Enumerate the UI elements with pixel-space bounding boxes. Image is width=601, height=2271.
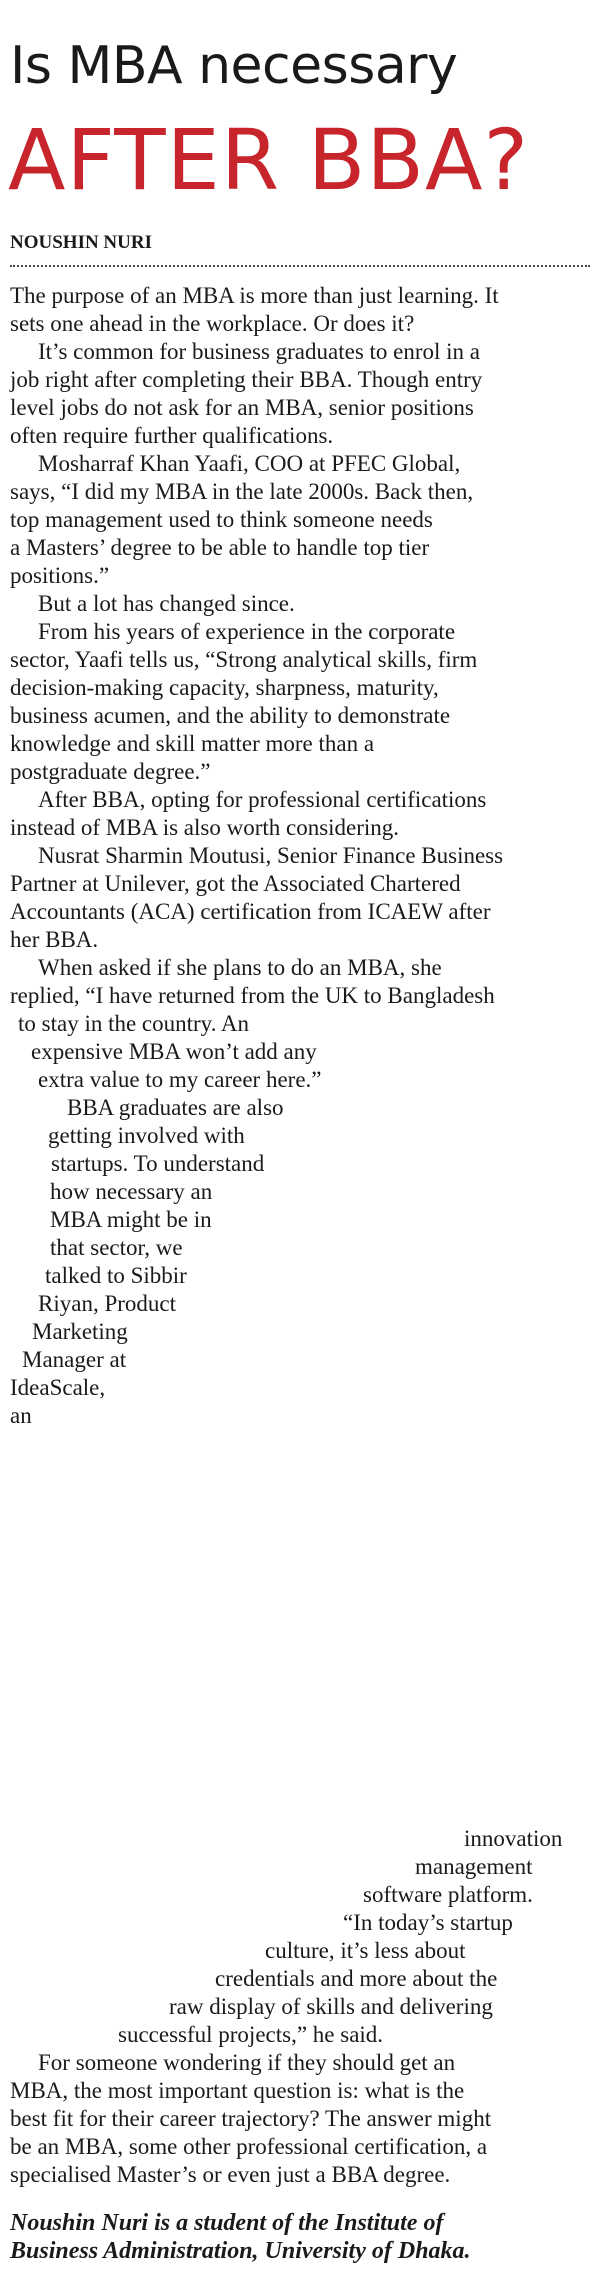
body-line: Partner at Unilever, got the Associated Chartered: [10, 871, 461, 896]
body-line: be an MBA, some other professional certification, a: [10, 2134, 488, 2159]
body-line: her BBA.: [10, 927, 99, 952]
body-line: startups. To understand: [51, 1151, 265, 1176]
body-line: an: [10, 1403, 32, 1428]
body-line: sector, Yaafi tells us, “Strong analytical skills, firm: [10, 647, 478, 672]
body-line: IdeaScale,: [10, 1375, 106, 1400]
body-line: replied, “I have returned from the UK to Bangladesh: [10, 983, 495, 1008]
body-line: Mosharraf Khan Yaafi, COO at PFEC Global,: [38, 451, 461, 476]
body-line: extra value to my career here.”: [38, 1067, 322, 1092]
author-bio-line: Business Administration, University of Dhaka.: [10, 2238, 471, 2264]
body-line: job right after completing their BBA. Though entry: [10, 367, 483, 392]
headline-line-2: AFTER BBA?: [8, 111, 530, 209]
body-line: MBA, the most important question is: what is the: [10, 2078, 465, 2103]
body-line: innovation: [464, 1826, 563, 1851]
body-line: After BBA, opting for professional certifications: [38, 787, 487, 812]
body-line: When asked if she plans to do an MBA, she: [38, 955, 442, 980]
body-line: Accountants (ACA) certification from ICAEW after: [10, 899, 491, 924]
body-line: business acumen, and the ability to demonstrate: [10, 703, 451, 728]
body-line: MBA might be in: [50, 1207, 212, 1232]
body-line: BBA graduates are also: [67, 1095, 284, 1120]
body-line: best fit for their career trajectory? The answer might: [10, 2106, 492, 2131]
body-line: that sector, we: [50, 1235, 183, 1260]
body-line: knowledge and skill matter more than a: [10, 731, 375, 756]
body-line: Marketing: [32, 1319, 128, 1344]
body-line: Riyan, Product: [38, 1291, 176, 1316]
byline: NOUSHIN NURI: [10, 232, 152, 253]
body-line: positions.”: [10, 563, 110, 588]
body-line: For someone wondering if they should get an: [38, 2050, 456, 2075]
body-line: how necessary an: [50, 1179, 213, 1204]
body-line: But a lot has changed since.: [38, 591, 295, 616]
body-line: postgraduate degree.”: [10, 759, 211, 784]
author-bio-line: Noushin Nuri is a student of the Institute of: [10, 2210, 444, 2236]
headline-line-1: Is MBA necessary: [10, 36, 458, 96]
body-line: often require further qualifications.: [10, 423, 334, 448]
body-line: software platform.: [363, 1882, 533, 1907]
body-line: Manager at: [22, 1347, 127, 1372]
body-line: credentials and more about the: [215, 1966, 498, 1991]
body-line: Nusrat Sharmin Moutusi, Senior Finance Business: [38, 843, 504, 868]
body-line: to stay in the country. An: [18, 1011, 250, 1036]
body-line: getting involved with: [48, 1123, 245, 1148]
body-line: management: [415, 1854, 533, 1879]
dotted-divider: [10, 265, 590, 267]
body-line: sets one ahead in the workplace. Or does it?: [10, 311, 415, 336]
body-line: instead of MBA is also worth considering.: [10, 815, 400, 840]
body-line: raw display of skills and delivering: [169, 1994, 493, 2019]
body-line: The purpose of an MBA is more than just learning. It: [10, 283, 499, 308]
body-line: It’s common for business graduates to enrol in a: [38, 339, 481, 364]
body-line: From his years of experience in the corporate: [38, 619, 456, 644]
body-line: specialised Master’s or even just a BBA degree.: [10, 2162, 451, 2187]
body-line: level jobs do not ask for an MBA, senior positions: [10, 395, 474, 420]
body-line: decision-making capacity, sharpness, maturity,: [10, 675, 439, 700]
body-line: successful projects,” he said.: [118, 2022, 384, 2047]
body-line: says, “I did my MBA in the late 2000s. Back then,: [10, 479, 474, 504]
body-line: expensive MBA won’t add any: [31, 1039, 317, 1064]
body-line: culture, it’s less about: [265, 1938, 466, 1963]
body-line: “In today’s startup: [343, 1910, 513, 1935]
body-line: top management used to think someone needs: [10, 507, 433, 532]
body-line: a Masters’ degree to be able to handle top tier: [10, 535, 430, 560]
body-line: talked to Sibbir: [45, 1263, 187, 1288]
